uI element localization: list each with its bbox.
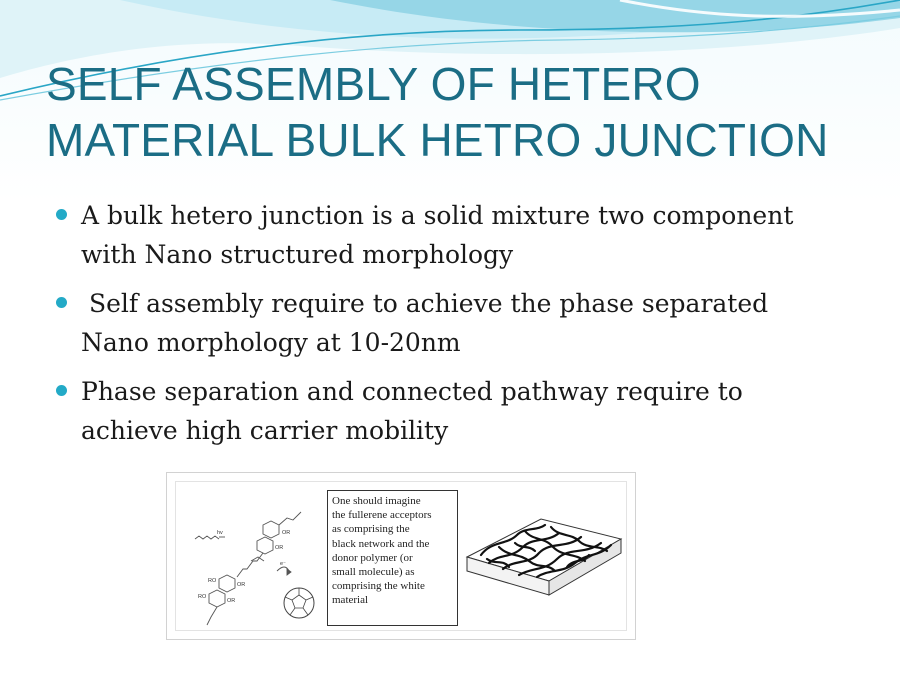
benzene-ring-bottom — [209, 590, 225, 607]
bulk-heterojunction-figure — [166, 472, 636, 640]
bullet-2-line-1: Self assembly require to achieve the phase separated — [81, 289, 769, 318]
slide-title-line-1: SELF ASSEMBLY OF HETERO — [46, 58, 701, 110]
benzene-ring-lower — [219, 575, 235, 592]
fiber-network-icon — [459, 497, 629, 622]
slide-title — [46, 56, 876, 168]
caption-line-5: donor polymer (or — [332, 551, 413, 564]
backbone-link — [237, 553, 263, 577]
side-chain-bottom — [207, 607, 217, 625]
label-or-top: OR — [282, 530, 291, 536]
electron-transfer-arrowhead — [287, 569, 291, 575]
label-hv: hv — [217, 530, 223, 536]
caption-line-7: comprising the white — [332, 580, 425, 593]
bullet-3-line-2: achieve high carrier mobility — [81, 416, 449, 445]
molecular-structure-drawing — [179, 491, 329, 636]
side-chain-top — [279, 512, 301, 525]
light-wave-icon — [195, 536, 219, 539]
figure-caption-box — [327, 490, 458, 626]
label-or-low: OR — [237, 582, 246, 588]
bullet-1-line-2: with Nano structured morphology — [81, 240, 514, 269]
bullet-1-line-1: A bulk hetero junction is a solid mixture two component — [81, 201, 794, 230]
bullet-3-line-1: Phase separation and connected pathway require to — [81, 377, 743, 406]
label-or-bottom: OR — [227, 598, 236, 604]
bullet-2-line-2: Nano morphology at 10-20nm — [81, 328, 461, 357]
caption-line-3: as comprising the — [332, 523, 410, 536]
benzene-ring-top — [263, 521, 279, 538]
bullet-icon — [56, 385, 67, 396]
label-or-mid: OR — [275, 545, 284, 551]
label-electron: e⁻ — [280, 561, 286, 567]
bullet-item-3 — [56, 372, 886, 450]
label-ro-bottom: RO — [198, 594, 207, 600]
caption-line-1: One should imagine — [332, 495, 421, 507]
bullet-icon — [56, 297, 67, 308]
slide-title-line-2: MATERIAL BULK HETRO JUNCTION — [46, 114, 829, 166]
bullet-item-2 — [56, 284, 886, 362]
bullet-list — [56, 196, 886, 460]
bullet-item-1 — [56, 196, 886, 274]
caption-line-4: black network and the — [332, 537, 430, 550]
fullerene-icon — [284, 588, 314, 618]
bullet-icon — [56, 209, 67, 220]
benzene-ring-mid — [257, 537, 273, 554]
label-ro-left: RO — [208, 578, 217, 584]
caption-line-8: material — [332, 594, 369, 607]
caption-line-6: small molecule) as — [332, 566, 415, 579]
caption-line-2: the fullerene acceptors — [332, 509, 432, 522]
